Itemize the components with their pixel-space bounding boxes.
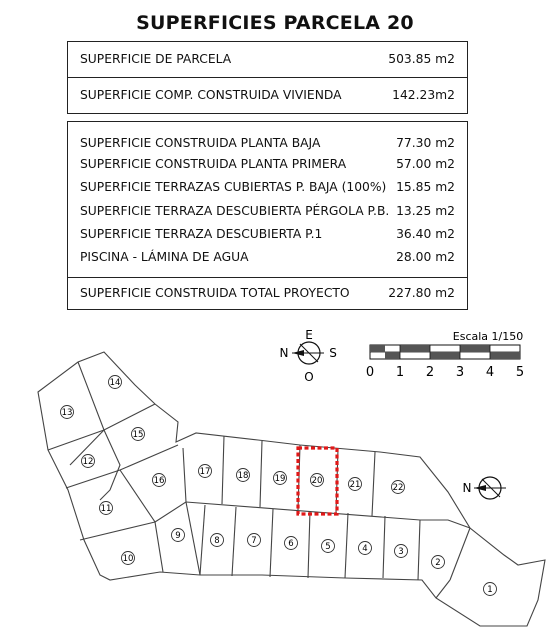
compass-label-o: O — [304, 370, 314, 384]
svg-text:2: 2 — [435, 558, 441, 568]
svg-text:14: 14 — [109, 378, 121, 388]
svg-text:6: 6 — [288, 539, 294, 549]
scale-tick: 0 — [365, 365, 375, 380]
svg-text:9: 9 — [175, 531, 181, 541]
compass-rose — [280, 328, 337, 384]
svg-text:15: 15 — [132, 430, 144, 440]
row-label: SUPERFICIE DE PARCELA — [80, 52, 232, 66]
parcel-marker-1 — [484, 583, 497, 596]
row-label: SUPERFICIE COMP. CONSTRUIDA VIVIENDA — [80, 88, 342, 102]
scale-tick: 4 — [485, 365, 495, 380]
plan-line — [104, 404, 155, 430]
parcel-marker-6 — [285, 537, 298, 550]
parcel-marker-20 — [311, 474, 324, 487]
scale-bar — [366, 330, 524, 380]
parcel-marker-17 — [199, 465, 212, 478]
svg-text:19: 19 — [274, 474, 286, 484]
row-value: 28.00 m2 — [396, 250, 455, 264]
row-value: 77.30 m2 — [396, 136, 455, 150]
svg-text:7: 7 — [251, 536, 257, 546]
parcel-marker-3 — [395, 545, 408, 558]
row-label: SUPERFICIE CONSTRUIDA PLANTA PRIMERA — [80, 157, 347, 171]
parcel-marker-8 — [211, 534, 224, 547]
north-arrow — [463, 477, 506, 499]
row-value: 13.25 m2 — [396, 204, 455, 218]
row-value: 36.40 m2 — [396, 227, 455, 241]
total-value: 227.80 m2 — [388, 286, 455, 300]
north-label: N — [462, 481, 472, 495]
parcel-marker-2 — [432, 556, 445, 569]
plan-line — [260, 441, 262, 507]
row-label: SUPERFICIE TERRAZA DESCUBIERTA PÉRGOLA P.B. — [80, 204, 390, 218]
parcel-marker-22 — [392, 481, 405, 494]
parcel-marker-9 — [172, 529, 185, 542]
page-title: SUPERFICIES PARCELA 20 — [136, 12, 414, 34]
parcel-marker-15 — [132, 428, 145, 441]
plan-line — [270, 509, 273, 577]
svg-text:12: 12 — [82, 457, 94, 467]
plan-line — [345, 513, 348, 578]
parcel-marker-12 — [82, 455, 95, 468]
svg-text:3: 3 — [398, 547, 404, 557]
row-value: 57.00 m2 — [396, 157, 455, 171]
plan-line — [418, 520, 420, 580]
plan-line — [372, 452, 375, 516]
svg-text:20: 20 — [311, 476, 323, 486]
plan-line — [120, 445, 178, 470]
plan-line — [450, 528, 470, 580]
plan-line — [308, 511, 310, 578]
svg-text:8: 8 — [214, 536, 220, 546]
parcel-marker-10 — [122, 552, 135, 565]
plan-line — [186, 502, 200, 575]
compass-label-n: N — [279, 346, 289, 360]
plan-line — [48, 430, 104, 450]
parcel-marker-16 — [153, 474, 166, 487]
row-label: PISCINA - LÁMINA DE AGUA — [80, 250, 249, 264]
plan-line — [222, 436, 224, 504]
parcel-marker-21 — [349, 478, 362, 491]
plan-line — [80, 522, 155, 540]
scale-tick: 3 — [455, 365, 465, 380]
svg-text:1: 1 — [487, 585, 493, 595]
svg-text:10: 10 — [122, 554, 134, 564]
parcel-marker-19 — [274, 472, 287, 485]
svg-text:13: 13 — [61, 408, 73, 418]
row-value: 15.85 m2 — [396, 180, 455, 194]
row-label: SUPERFICIE CONSTRUIDA PLANTA BAJA — [80, 136, 321, 150]
parcel-marker-18 — [237, 469, 250, 482]
scale-tick: 2 — [425, 365, 435, 380]
parcel-marker-14 — [109, 376, 122, 389]
plan-line — [200, 505, 205, 575]
compass-label-e: E — [305, 328, 313, 342]
row-label: SUPERFICIE TERRAZAS CUBIERTAS P. BAJA (100%) — [80, 180, 387, 194]
parcel-labels — [61, 376, 497, 596]
parcel-marker-13 — [61, 406, 74, 419]
plan-line — [436, 580, 450, 598]
parcel-marker-5 — [322, 540, 335, 553]
scale-tick: 1 — [395, 365, 405, 380]
compass-label-s: S — [329, 346, 337, 360]
parcel-marker-11 — [100, 502, 113, 515]
svg-text:11: 11 — [100, 504, 112, 514]
plan-line — [232, 507, 236, 576]
row-label: SUPERFICIE TERRAZA DESCUBIERTA P.1 — [80, 227, 323, 241]
plan-line — [420, 520, 470, 528]
svg-text:18: 18 — [237, 471, 249, 481]
parcel-marker-7 — [248, 534, 261, 547]
row-value: 503.85 m2 — [388, 52, 455, 66]
row-value: 142.23m2 — [392, 88, 455, 102]
svg-text:21: 21 — [349, 480, 361, 490]
total-label: SUPERFICIE CONSTRUIDA TOTAL PROYECTO — [80, 286, 350, 300]
parcel-marker-4 — [359, 542, 372, 555]
scale-tick: 5 — [515, 365, 525, 380]
svg-text:17: 17 — [199, 467, 211, 477]
scale-label: Escala 1/150 — [452, 330, 524, 343]
svg-text:22: 22 — [392, 483, 404, 493]
svg-text:4: 4 — [362, 544, 368, 554]
svg-text:16: 16 — [153, 476, 165, 486]
svg-text:5: 5 — [325, 542, 331, 552]
plan-line — [383, 516, 385, 578]
